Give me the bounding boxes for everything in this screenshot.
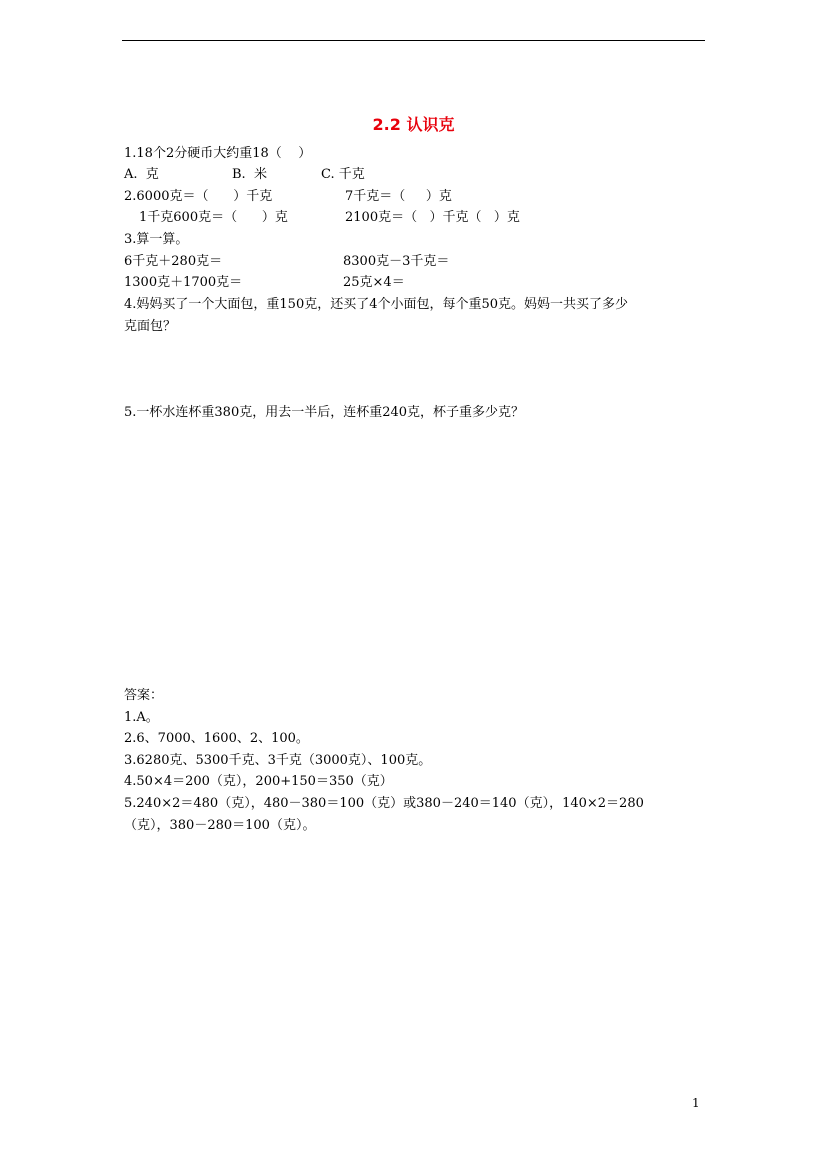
question-2-row2-left: 1千克600克＝（ ）克: [139, 210, 288, 225]
question-4-line2: 克面包？: [124, 319, 177, 334]
question-2-row2-right: 2100克＝（ ）千克（ ）克: [345, 210, 520, 225]
answer-3: 3.6280克、5300千克、3千克（3000克）、100克。: [124, 753, 432, 768]
question-3-row2-right: 25克×4＝: [343, 275, 405, 290]
page-title: 2.2 认识克: [372, 115, 455, 134]
question-1-option-b: B. 米: [232, 167, 267, 182]
answers-heading: 答案：: [124, 688, 164, 703]
question-3-row1-left: 6千克＋280克＝: [124, 254, 223, 269]
question-3-row2-left: 1300克＋1700克＝: [124, 275, 243, 290]
question-1-option-c: C. 千克: [321, 167, 365, 182]
answer-4: 4.50×4＝200（克），200+150＝350（克）: [124, 774, 393, 789]
question-1-stem: 1.18个2分硬币大约重18（ ）: [124, 146, 312, 161]
question-3-stem: 3.算一算。: [124, 232, 189, 247]
question-2-row1-right: 7千克＝（ ）克: [345, 189, 452, 204]
answer-5-line1: 5.240×2＝480（克），480－380＝100（克）或380－240＝140（克），140×2＝280: [124, 796, 644, 811]
question-3-row1-right: 8300克－3千克＝: [343, 254, 450, 269]
header-rule: [122, 40, 705, 41]
answer-2: 2.6、7000、1600、2、100。: [124, 731, 309, 746]
question-1-option-a: A. 克: [124, 167, 159, 182]
answer-5-line2: （克），380－280＝100（克）。: [124, 818, 316, 833]
page-number: 1: [692, 1096, 700, 1110]
answer-1: 1.A。: [124, 710, 159, 725]
question-2-row1-left: 2.6000克＝（ ）千克: [124, 189, 273, 204]
question-4-line1: 4.妈妈买了一个大面包，重150克，还买了4个小面包，每个重50克。妈妈一共买了多少: [124, 297, 629, 312]
question-5-line1: 5.一杯水连杯重380克，用去一半后，连杯重240克，杯子重多少克？: [124, 405, 525, 420]
